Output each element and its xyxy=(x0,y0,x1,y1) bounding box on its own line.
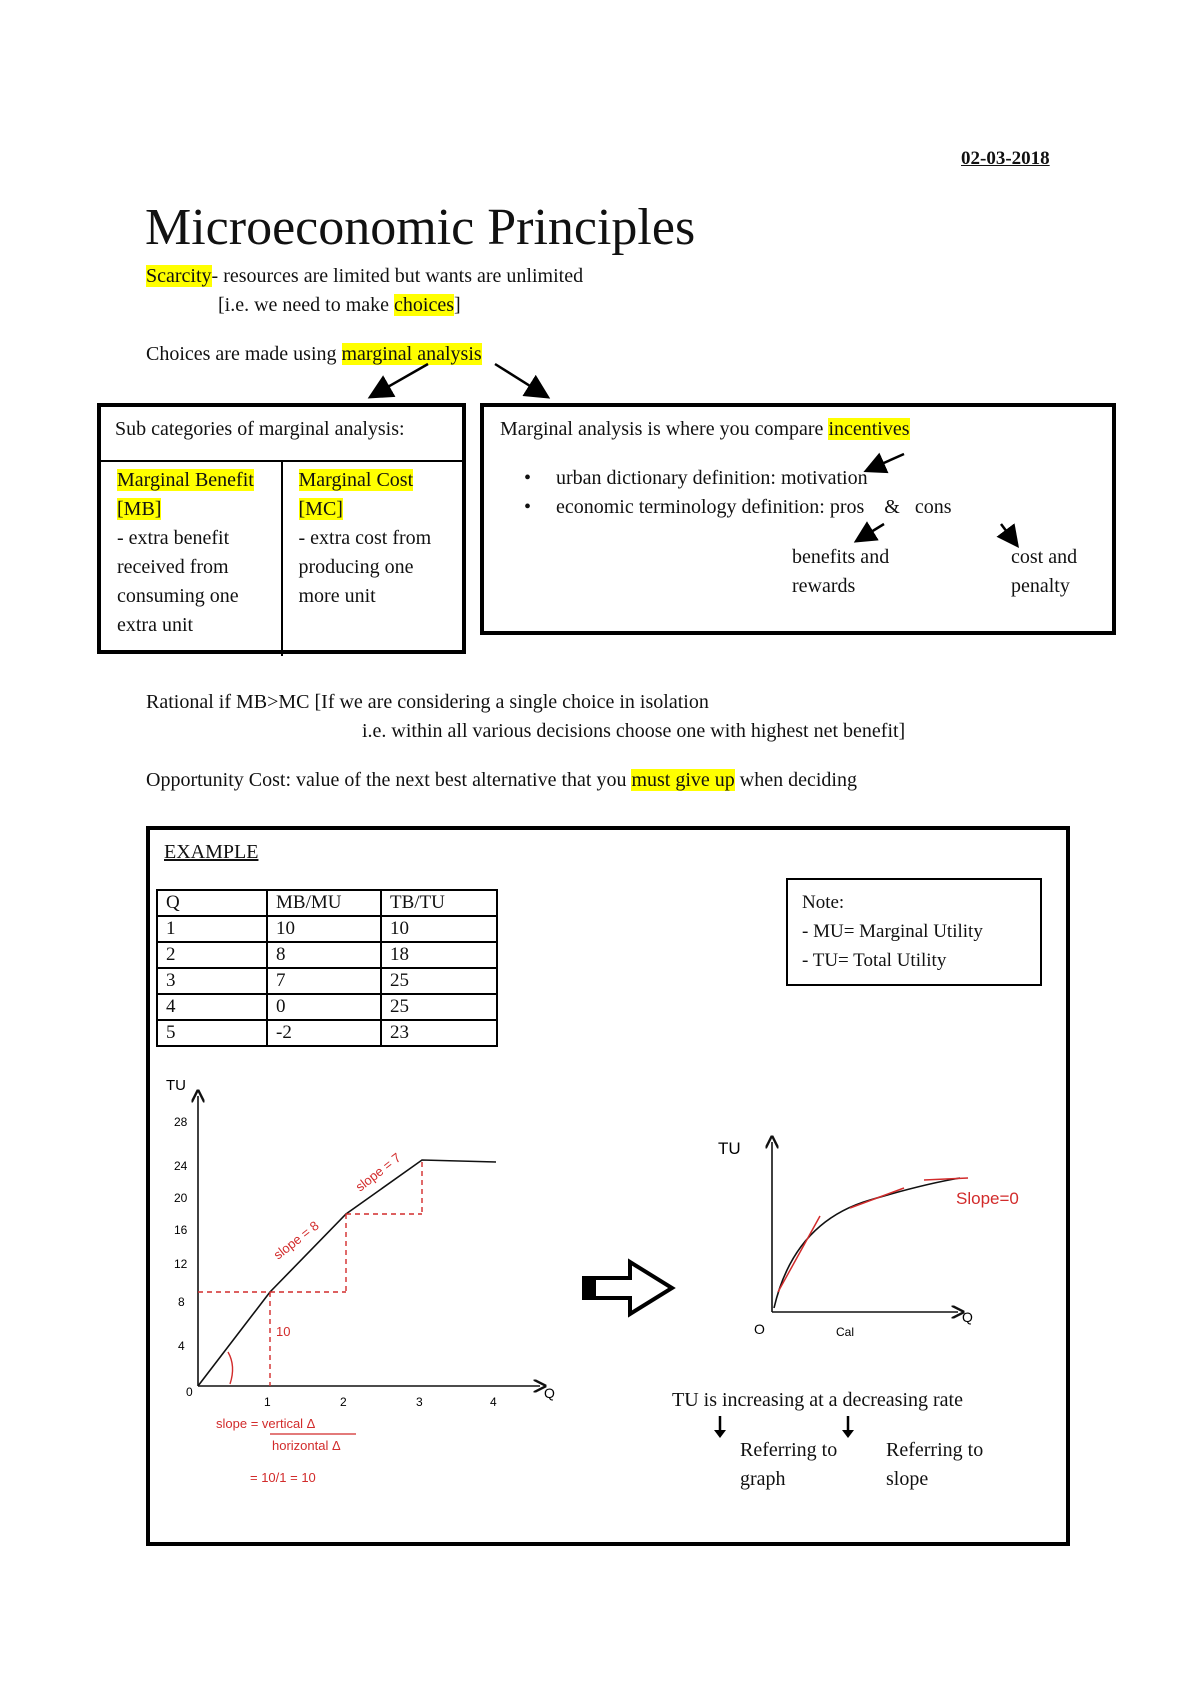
down-arrow-head xyxy=(714,1430,726,1438)
y-tick: 20 xyxy=(174,1191,188,1205)
y-tick: 8 xyxy=(178,1295,185,1309)
origin-label: O xyxy=(754,1321,765,1337)
arrow-left-icon xyxy=(372,364,428,396)
must-give-up-highlight: must give up xyxy=(631,769,735,791)
y-axis-label: TU xyxy=(166,1077,186,1094)
choices-prefix: Choices are made using xyxy=(146,343,342,365)
subcategories-heading: Sub categories of marginal analysis: xyxy=(115,418,405,440)
referring-to-slope: Referring to slope xyxy=(886,1439,984,1490)
cons-note: cost and penalty xyxy=(1011,546,1078,597)
arrow-to-incentives-icon xyxy=(868,454,904,470)
example-box xyxy=(146,826,1070,1546)
table-cell: 25 xyxy=(381,994,497,1020)
table-cell: 1 xyxy=(157,916,267,942)
y-tick: 28 xyxy=(174,1115,188,1129)
table-cell: 10 xyxy=(267,916,381,942)
branch-arrows xyxy=(360,360,560,408)
rise-annotation: 10 xyxy=(276,1324,291,1339)
slope-formula-annotation: slope = vertical Δ xyxy=(216,1416,316,1431)
opportunity-prefix: Opportunity Cost: value of the next best alternative that you xyxy=(146,769,632,791)
scarcity-note-prefix: [i.e. we need to make xyxy=(218,294,395,316)
y-tick: 16 xyxy=(174,1223,188,1237)
table-cell: 8 xyxy=(267,942,381,968)
slope-arc-icon xyxy=(228,1352,233,1384)
scarcity-note-suffix: ] xyxy=(454,294,461,316)
table-cell: 4 xyxy=(157,994,267,1020)
table-cell: 7 xyxy=(267,968,381,994)
table-cell: 23 xyxy=(381,1020,497,1046)
table-row xyxy=(157,942,497,968)
x-tick: 4 xyxy=(490,1395,497,1409)
bullet-urban: urban dictionary definition: motivation xyxy=(556,467,868,489)
mc-description: - extra cost from producing one more unit xyxy=(298,527,432,607)
date: 02-03-2018 xyxy=(961,148,1050,169)
note-title: Note: xyxy=(802,892,845,913)
rational-line-1: Rational if MB>MC [If we are considering a single choice in isolation xyxy=(146,691,709,713)
pros-note: benefits and rewards xyxy=(792,546,890,597)
bullet-economic: economic terminology definition: pros & cons xyxy=(556,496,952,518)
table-row xyxy=(157,1020,497,1046)
table-cell: 25 xyxy=(381,968,497,994)
table-header-row xyxy=(157,890,497,916)
y-tick: 12 xyxy=(174,1257,188,1271)
note-box xyxy=(786,878,1042,986)
x-tick: 3 xyxy=(416,1395,423,1409)
table-row xyxy=(157,968,497,994)
opportunity-suffix: when deciding xyxy=(734,769,857,791)
mc-title: Marginal Cost [MC] xyxy=(298,469,414,520)
x-axis-label: Q xyxy=(544,1385,555,1401)
scarcity-line xyxy=(146,262,583,291)
scarcity-term: Scarcity xyxy=(146,265,212,287)
slope-result-annotation: = 10/1 = 10 xyxy=(250,1470,316,1485)
tangent-mid xyxy=(850,1188,904,1208)
example-heading: EXAMPLE xyxy=(164,841,259,863)
tu-curve xyxy=(774,1178,960,1308)
scarcity-definition: - resources are limited but wants are unlimited xyxy=(211,265,584,287)
page-title: Microeconomic Principles xyxy=(145,199,696,256)
x-tick: 2 xyxy=(340,1395,347,1409)
ma-heading-prefix: Marginal analysis is where you compare xyxy=(500,418,829,440)
table-cell: 2 xyxy=(157,942,267,968)
choices-highlight: choices xyxy=(394,294,455,316)
tu-statement: TU is increasing at a decreasing rate xyxy=(672,1389,963,1411)
table-cell: -2 xyxy=(267,1020,381,1046)
x-tick: 1 xyxy=(264,1395,271,1409)
x-axis-label: Q xyxy=(962,1309,973,1325)
tangent-steep xyxy=(778,1216,820,1292)
red-guides xyxy=(198,1162,422,1386)
mb-cell xyxy=(101,461,282,656)
table-row xyxy=(157,916,497,942)
slope-7-annotation: slope = 7 xyxy=(352,1149,404,1195)
slope-8-annotation: slope = 8 xyxy=(270,1217,322,1263)
mc-cell xyxy=(282,461,463,656)
table-cell: 18 xyxy=(381,942,497,968)
incentives-highlight: incentives xyxy=(828,418,910,440)
table-cell: 0 xyxy=(267,994,381,1020)
note-line-mu: - MU= Marginal Utility xyxy=(802,921,983,942)
y-tick: 4 xyxy=(178,1339,185,1353)
tangent-flat xyxy=(924,1178,968,1180)
utility-table xyxy=(156,889,498,1047)
list-item: • urban dictionary definition: motivation xyxy=(524,467,868,489)
arrow-pros-icon xyxy=(858,524,884,540)
incentive-arrows xyxy=(484,407,1120,639)
table-cell: 10 xyxy=(381,916,497,942)
slope-zero-annotation: Slope=0 xyxy=(956,1189,1019,1208)
table-cell: 3 xyxy=(157,968,267,994)
tu-curve-graph xyxy=(710,1112,1070,1342)
mb-title: Marginal Benefit [MB] xyxy=(117,469,254,520)
big-right-arrow-icon xyxy=(580,1256,680,1320)
tu-step-graph xyxy=(160,1066,560,1506)
list-item: • economic terminology definition: pros & cons xyxy=(524,496,952,518)
referring-to-graph: Referring to graph xyxy=(740,1439,838,1490)
y-tick: 24 xyxy=(174,1159,188,1173)
table-header: Q xyxy=(157,890,267,916)
marginal-analysis-highlight: marginal analysis xyxy=(341,343,482,365)
note-line-tu: - TU= Total Utility xyxy=(802,950,947,971)
tu-line xyxy=(198,1160,496,1386)
scarcity-note xyxy=(218,291,461,320)
table-cell: 5 xyxy=(157,1020,267,1046)
marginal-analysis-box xyxy=(480,403,1116,635)
mb-description: - extra benefit received from consuming one extra unit xyxy=(117,527,239,636)
table-header: TB/TU xyxy=(381,890,497,916)
origin-label: 0 xyxy=(186,1385,193,1399)
opportunity-cost-line xyxy=(146,766,857,795)
subcategories-box xyxy=(97,403,466,654)
slope-formula-denominator: horizontal Δ xyxy=(272,1438,341,1453)
rational-line-2: i.e. within all various decisions choose one with highest net benefit] xyxy=(362,720,906,742)
arrow-right-icon xyxy=(495,364,546,396)
arrow-cons-icon xyxy=(1001,524,1016,544)
y-axis-label: TU xyxy=(718,1139,741,1158)
table-row xyxy=(157,994,497,1020)
x-axis-note: Cal xyxy=(836,1325,855,1339)
table-header: MB/MU xyxy=(267,890,381,916)
